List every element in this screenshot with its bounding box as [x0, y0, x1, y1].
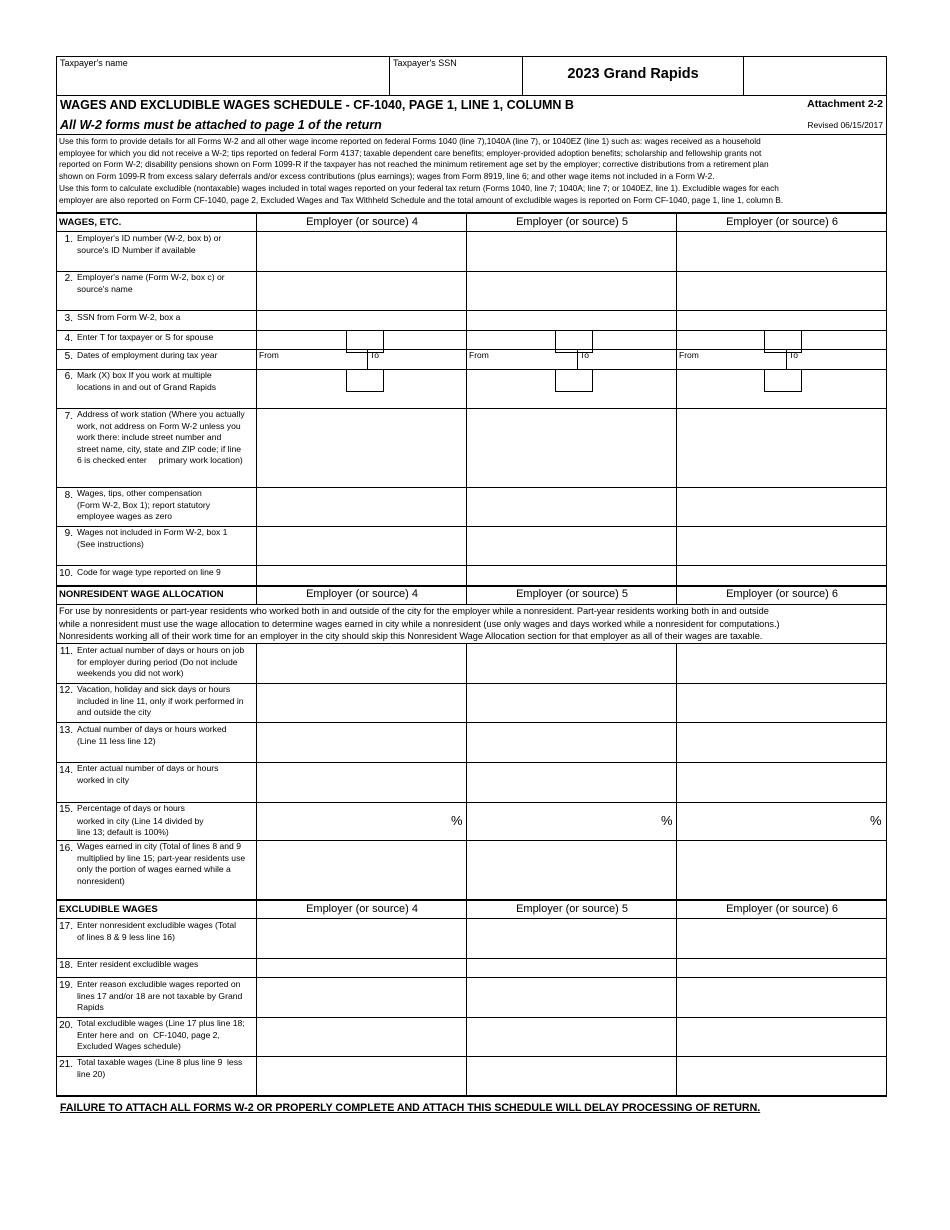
- line-6-label: [77, 370, 257, 393]
- form-subtitle: All W-2 forms must be attached to page 1 of the return: [60, 118, 382, 132]
- label-text: 6 is checked enter primary work location): [77, 455, 243, 466]
- line-16-employer-4-input[interactable]: [258, 842, 465, 898]
- to-label: To: [580, 350, 589, 360]
- line-14-employer-5-input[interactable]: [468, 764, 675, 801]
- row-divider: [56, 899, 886, 901]
- label-text: Enter actual number of days or hours on job: [77, 645, 245, 655]
- line-6-employer-5-checkbox[interactable]: [555, 369, 593, 392]
- label-text: source's ID Number if available: [77, 244, 196, 255]
- line-12-employer-6-input[interactable]: [678, 685, 884, 721]
- line-13-employer-5-input[interactable]: [468, 724, 675, 761]
- label-text: Enter reason excludible wages reported on: [77, 979, 241, 989]
- row-divider: [56, 565, 886, 566]
- label-text: worked in city (Line 14 divided by: [77, 815, 204, 826]
- date-divider: [367, 349, 368, 369]
- line-9-employer-6-input[interactable]: [678, 528, 884, 564]
- label-text: line 20): [77, 1068, 106, 1079]
- column-header-employer-5: Employer (or source) 5: [516, 216, 628, 228]
- line-3-employer-4-input[interactable]: [258, 312, 465, 329]
- line-6-employer-6-checkbox[interactable]: [764, 369, 802, 392]
- label-text: Total excludible wages (Line 17 plus line 18;: [77, 1018, 245, 1028]
- row-divider: [56, 310, 886, 311]
- line-17-employer-5-input[interactable]: [468, 920, 675, 957]
- line-2-employer-5-input[interactable]: [468, 273, 675, 309]
- label-text: Mark (X) box If you work at multiple: [77, 370, 212, 380]
- line-17-label: [77, 920, 257, 943]
- line-8-label: [77, 488, 257, 523]
- line-11-employer-5-input[interactable]: [468, 645, 675, 682]
- line-4-label: Enter T for taxpayer or S for spouse: [77, 332, 214, 342]
- line-8-employer-5-input[interactable]: [468, 489, 675, 525]
- line-3-employer-6-input[interactable]: [678, 312, 884, 329]
- taxpayer-ssn-input[interactable]: [391, 70, 520, 94]
- line-13-employer-4-input[interactable]: [258, 724, 465, 761]
- label-text: Vacation, holiday and sick days or hours: [77, 684, 231, 694]
- label-text: for employer during period (Do not include: [77, 656, 238, 667]
- line-10-label: Code for wage type reported on line 9: [77, 567, 221, 577]
- column-divider: [466, 900, 467, 1096]
- line-3-label: SSN from Form W-2, box a: [77, 312, 181, 322]
- line-12-employer-5-input[interactable]: [468, 685, 675, 721]
- column-header-employer-4: Employer (or source) 4: [306, 588, 418, 600]
- line-21-employer-4-input[interactable]: [258, 1058, 465, 1094]
- line-7-employer-4-input[interactable]: [258, 410, 465, 486]
- label-text: nonresident): [77, 875, 125, 886]
- label-text: (Line 11 less line 12): [77, 735, 156, 746]
- instruction-line: employee for which you did not receive a W-2; tips reported on federal Form 4137; taxable dependent care benefits; employer-provided adoption benefits; scholarship and fellowship grants not: [59, 147, 762, 158]
- section-wages-heading: WAGES, ETC.: [59, 217, 122, 228]
- taxpayer-name-input[interactable]: [58, 70, 387, 94]
- line-1-employer-4-input[interactable]: [258, 233, 465, 270]
- instruction-line: employer are also reported on Form CF-1040, page 2, Excluded Wages and Tax Withheld Schedule and the total amount of excludible wages is reported on Form CF-1040, page 1, line 1, column B.: [59, 194, 784, 205]
- section-nonresident-heading: NONRESIDENT WAGE ALLOCATION: [59, 589, 224, 600]
- label-text: Excluded Wages schedule): [77, 1041, 181, 1052]
- line-12-label: [77, 684, 257, 719]
- line-10-employer-5-input[interactable]: [468, 567, 675, 584]
- line-number: 8.: [64, 490, 73, 501]
- label-text: Rapids: [77, 1002, 104, 1013]
- to-label: To: [370, 350, 379, 360]
- line-9-employer-4-input[interactable]: [258, 528, 465, 564]
- line-15-employer-6-input[interactable]: [678, 804, 867, 838]
- line-number: 15.: [59, 804, 73, 815]
- line-5-label: Dates of employment during tax year: [77, 350, 218, 360]
- line-21-employer-5-input[interactable]: [468, 1058, 675, 1094]
- line-17-employer-6-input[interactable]: [678, 920, 884, 957]
- from-label: From: [679, 350, 699, 360]
- label-text: included in line 11, only if work performed in: [77, 695, 244, 706]
- divider: [56, 134, 886, 135]
- line-10-employer-4-input[interactable]: [258, 567, 465, 584]
- line-1-employer-5-input[interactable]: [468, 233, 675, 270]
- line-18-employer-4-input[interactable]: [258, 960, 465, 977]
- line-10-employer-6-input[interactable]: [678, 567, 884, 584]
- line-16-label: [77, 841, 257, 887]
- column-divider: [676, 900, 677, 1096]
- line-20-label: [77, 1018, 257, 1053]
- line-number: 5.: [64, 351, 73, 362]
- column-header-employer-6: Employer (or source) 6: [726, 588, 838, 600]
- label-text: (Form W-2, Box 1); report statutory: [77, 499, 211, 510]
- column-header-employer-5: Employer (or source) 5: [516, 588, 628, 600]
- label-text: (See instructions): [77, 538, 144, 549]
- line-number: 6.: [64, 371, 73, 382]
- line-3-employer-5-input[interactable]: [468, 312, 675, 329]
- divider: [522, 56, 523, 95]
- label-text: work there: include street number and: [77, 432, 222, 443]
- percent-sign: %: [451, 813, 463, 828]
- line-11-label: [77, 645, 257, 680]
- divider: [743, 56, 744, 95]
- form-bottom-border: [56, 1095, 886, 1097]
- label-text: work, not address on Form W-2 unless you: [77, 420, 241, 431]
- line-5-employer-4-to-input[interactable]: [384, 350, 465, 368]
- row-divider: [56, 977, 886, 978]
- label-text: Employer's name (Form W-2, box c) or: [77, 272, 225, 282]
- percent-sign: %: [870, 813, 882, 828]
- attachment-number: Attachment 2-2: [807, 98, 883, 110]
- line-13-label: [77, 724, 257, 747]
- label-text: Address of work station (Where you actually: [77, 409, 245, 419]
- date-divider: [577, 349, 578, 369]
- label-text: multiplied by line 15; part-year residents use: [77, 852, 246, 863]
- line-19-label: [77, 979, 257, 1014]
- label-text: line 13; default is 100%): [77, 827, 169, 838]
- line-number: 16.: [59, 843, 73, 854]
- row-divider: [56, 330, 886, 331]
- line-14-employer-6-input[interactable]: [678, 764, 884, 801]
- instruction-line: reported on Form W-2; disability pensions shown on Form 1099-R if the taxpayer has not reached the minimum retirement age set by the employer; corrective distributions from a retirement plan: [59, 159, 769, 170]
- percent-sign: %: [661, 813, 673, 828]
- label-text: locations in and out of Grand Rapids: [77, 381, 217, 392]
- section-excludible-heading: EXCLUDIBLE WAGES: [59, 904, 158, 915]
- divider: [56, 95, 886, 96]
- instruction-line: shown on Form 1099-R from excess salary deferrals and/or excess contributions (plus earnings); wages from Form 8919, line 6; and other wage items not included in a Form W-2.: [59, 171, 715, 182]
- line-number: 11.: [59, 646, 73, 657]
- line-number: 3.: [64, 313, 73, 324]
- line-2-employer-4-input[interactable]: [258, 273, 465, 309]
- label-text: employee wages as zero: [77, 511, 173, 522]
- row-divider: [56, 722, 886, 723]
- row-divider: [56, 585, 886, 587]
- line-20-employer-5-input[interactable]: [468, 1019, 675, 1055]
- line-number: 1.: [64, 234, 73, 245]
- row-divider: [56, 231, 886, 232]
- column-header-employer-4: Employer (or source) 4: [306, 216, 418, 228]
- line-20-employer-6-input[interactable]: [678, 1019, 884, 1055]
- note-line: Nonresidents working all of their work time for an employer in the city should skip this Nonresident Wage Allocation section for that employer as all of their wages are taxable.: [59, 631, 763, 642]
- column-header-employer-6: Employer (or source) 6: [726, 903, 838, 915]
- line-1-employer-6-input[interactable]: [678, 233, 884, 270]
- line-number: 21.: [59, 1059, 73, 1070]
- line-5-employer-6-from-input[interactable]: [703, 350, 785, 368]
- line-7-employer-6-input[interactable]: [678, 410, 884, 486]
- line-13-employer-6-input[interactable]: [678, 724, 884, 761]
- to-label: To: [789, 350, 798, 360]
- line-21-employer-6-input[interactable]: [678, 1058, 884, 1094]
- row-divider: [56, 643, 886, 644]
- note-line: while a nonresident must use the wage allocation to determine wages earned in city while a nonresident (use only wages and days worked while a nonresident for computations.): [59, 618, 780, 629]
- instruction-line: Use this form to calculate excludible (nontaxable) wages included in total wages reported on your federal tax return (Forms 1040, line 7; 1040A; line 7; or 1040EZ, line 1). Excludible wages for each: [59, 182, 779, 193]
- label-text: Wages not included in Form W-2, box 1: [77, 527, 228, 537]
- from-label: From: [259, 350, 279, 360]
- label-text: Actual number of days or hours worked: [77, 724, 227, 734]
- column-header-employer-4: Employer (or source) 4: [306, 903, 418, 915]
- line-14-label: [77, 763, 257, 786]
- line-17-employer-4-input[interactable]: [258, 920, 465, 957]
- line-number: 17.: [59, 921, 73, 932]
- line-12-employer-4-input[interactable]: [258, 685, 465, 721]
- label-text: worked in city: [77, 774, 130, 785]
- line-number: 12.: [59, 685, 73, 696]
- instructions: [59, 136, 883, 206]
- line-8-employer-6-input[interactable]: [678, 489, 884, 525]
- column-divider: [466, 643, 467, 901]
- divider: [56, 212, 886, 214]
- instruction-line: Use this form to provide details for all Forms W-2 and all other wage income reported on federal Forms 1040 (line 7),1040A (line 7), or 1040EZ (line 1) such as: wages received as a household: [59, 136, 761, 146]
- line-5-employer-6-to-input[interactable]: [803, 350, 884, 368]
- line-number: 7.: [64, 411, 73, 422]
- label-text: of lines 8 & 9 less line 16): [77, 931, 175, 942]
- line-15-label: [77, 803, 257, 839]
- nonresident-note: [59, 605, 883, 643]
- note-line: For use by nonresidents or part-year residents who worked both in and outside of the city for the employer while a nonresident. Part-year residents working both in and outside: [59, 606, 769, 616]
- column-header-employer-5: Employer (or source) 5: [516, 903, 628, 915]
- line-number: 10.: [59, 568, 73, 579]
- line-5-employer-5-from-input[interactable]: [493, 350, 576, 368]
- label-text: Wages, tips, other compensation: [77, 488, 202, 498]
- line-11-employer-6-input[interactable]: [678, 645, 884, 682]
- footer-warning: FAILURE TO ATTACH ALL FORMS W-2 OR PROPERLY COMPLETE AND ATTACH THIS SCHEDULE WILL DELAY PROCESSING OF RETURN.: [60, 1102, 761, 1114]
- line-2-label: [77, 272, 257, 295]
- date-divider: [786, 349, 787, 369]
- line-number: 20.: [59, 1020, 73, 1031]
- line-19-employer-5-input[interactable]: [468, 979, 675, 1016]
- line-19-employer-6-input[interactable]: [678, 979, 884, 1016]
- line-5-employer-4-from-input[interactable]: [283, 350, 366, 368]
- label-text: lines 17 and/or 18 are not taxable by Grand: [77, 990, 243, 1001]
- line-16-employer-5-input[interactable]: [468, 842, 675, 898]
- line-7-employer-5-input[interactable]: [468, 410, 675, 486]
- header-right-box-input[interactable]: [745, 58, 884, 94]
- column-divider: [676, 643, 677, 901]
- line-number: 19.: [59, 980, 73, 991]
- line-8-employer-4-input[interactable]: [258, 489, 465, 525]
- line-6-employer-4-checkbox[interactable]: [346, 369, 384, 392]
- divider: [389, 56, 390, 95]
- line-5-employer-5-to-input[interactable]: [594, 350, 675, 368]
- line-number: 13.: [59, 725, 73, 736]
- line-19-employer-4-input[interactable]: [258, 979, 465, 1016]
- form-title: WAGES AND EXCLUDIBLE WAGES SCHEDULE - CF-1040, PAGE 1, LINE 1, COLUMN B: [60, 98, 574, 112]
- label-text: Enter actual number of days or hours: [77, 763, 219, 773]
- label-text: Percentage of days or hours: [77, 803, 185, 813]
- taxpayer-name-label: Taxpayer's name: [60, 58, 128, 68]
- line-9-label: [77, 527, 257, 550]
- revised-date: Revised 06/15/2017: [807, 120, 883, 130]
- label-text: street name, city, state and ZIP code; if line: [77, 443, 241, 454]
- label-text: source's name: [77, 283, 133, 294]
- line-9-employer-5-input[interactable]: [468, 528, 675, 564]
- label-text: Enter here and on CF-1040, page 2,: [77, 1029, 220, 1040]
- line-18-label: Enter resident excludible wages: [77, 959, 199, 969]
- line-2-employer-6-input[interactable]: [678, 273, 884, 309]
- from-label: From: [469, 350, 489, 360]
- line-number: 14.: [59, 765, 73, 776]
- label-text: only the portion of wages earned while a: [77, 864, 231, 875]
- line-1-label: [77, 233, 257, 256]
- line-21-label: [77, 1057, 257, 1080]
- line-11-employer-4-input[interactable]: [258, 645, 465, 682]
- line-number: 2.: [64, 273, 73, 284]
- label-text: Wages earned in city (Total of lines 8 and 9: [77, 841, 242, 851]
- row-divider: [56, 918, 886, 919]
- form-year-city: 2023 Grand Rapids: [567, 66, 699, 82]
- line-15-employer-4-input[interactable]: [258, 804, 448, 838]
- line-number: 18.: [59, 960, 73, 971]
- line-number: 4.: [64, 333, 73, 344]
- line-14-employer-4-input[interactable]: [258, 764, 465, 801]
- label-text: Total taxable wages (Line 8 plus line 9 less: [77, 1057, 243, 1067]
- label-text: weekends you did not work): [77, 668, 184, 679]
- line-18-employer-5-input[interactable]: [468, 960, 675, 977]
- line-20-employer-4-input[interactable]: [258, 1019, 465, 1055]
- label-text: and outside the city: [77, 707, 152, 718]
- label-text: Enter nonresident excludible wages (Total: [77, 920, 237, 930]
- line-15-employer-5-input[interactable]: [468, 804, 658, 838]
- column-header-employer-6: Employer (or source) 6: [726, 216, 838, 228]
- label-text: Employer's ID number (W-2, box b) or: [77, 233, 222, 243]
- line-18-employer-6-input[interactable]: [678, 960, 884, 977]
- line-7-label: [77, 409, 257, 467]
- line-16-employer-6-input[interactable]: [678, 842, 884, 898]
- line-number: 9.: [64, 528, 73, 539]
- taxpayer-ssn-label: Taxpayer's SSN: [393, 58, 457, 68]
